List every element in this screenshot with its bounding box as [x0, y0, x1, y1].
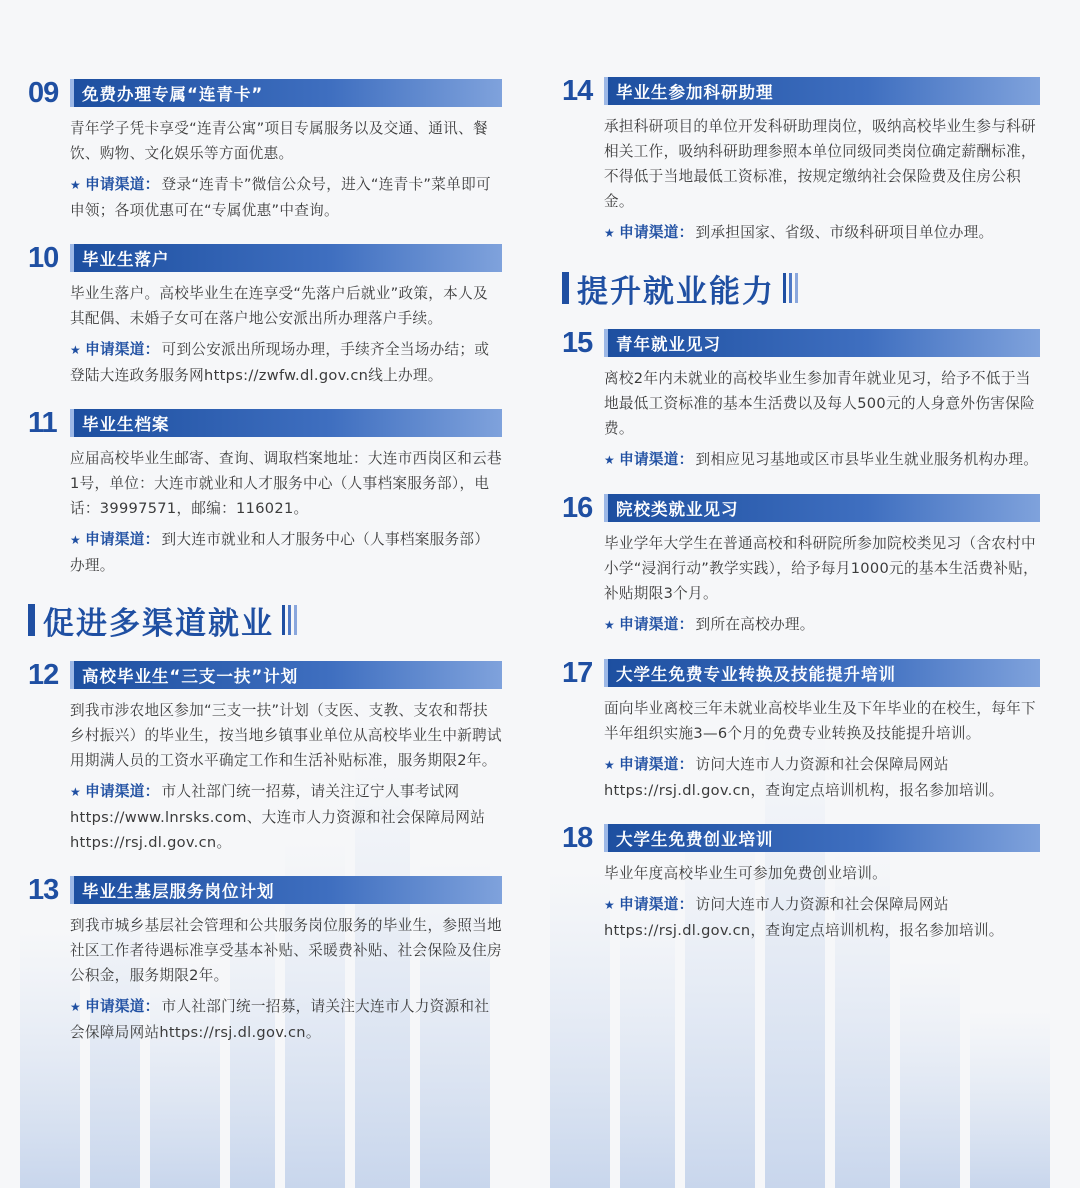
policy-header — [562, 328, 1040, 358]
policy-title-bar — [70, 79, 502, 107]
star-icon: ★ — [604, 618, 616, 632]
policy-number: 11 — [28, 407, 57, 439]
policy-item-10 — [28, 243, 502, 388]
policy-title-bar — [604, 494, 1040, 522]
application-channel — [604, 447, 1040, 473]
application-channel — [604, 220, 1040, 246]
policy-item-15 — [562, 328, 1040, 473]
policy-header — [562, 823, 1040, 853]
policy-description: 毕业学年大学生在普通高校和科研院所参加院校类见习（含农村中小学“浸润行动”教学实践），给予每月1000元的基本生活费补贴，补贴期限3个月。 — [604, 535, 1039, 602]
application-channel — [70, 172, 502, 223]
policy-body — [562, 861, 1040, 943]
policy-body — [28, 698, 502, 855]
channel-text: 访问大连市人力资源和社会保障局网站https://rsj.dl.gov.cn，查询定点培训机构，报名参加培训。 — [604, 896, 1004, 939]
policy-title-bar — [604, 659, 1040, 687]
channel-text: 到相应见习基地或区市县毕业生就业服务机构办理。 — [695, 451, 1039, 468]
policy-description: 毕业生落户。高校毕业生在连享受“先落户后就业”政策，本人及其配偶、未婚子女可在落户地公安派出所办理落户手续。 — [70, 285, 488, 327]
channel-label: 申请渠道： — [619, 451, 694, 468]
policy-body — [28, 913, 502, 1045]
policy-number: 13 — [28, 874, 59, 906]
application-channel — [604, 892, 1040, 943]
policy-header — [28, 243, 502, 273]
star-icon: ★ — [604, 898, 616, 912]
policy-body — [562, 696, 1040, 803]
policy-body — [562, 114, 1040, 246]
star-icon: ★ — [70, 785, 82, 799]
policy-number: 15 — [562, 327, 593, 359]
policy-number: 17 — [562, 657, 593, 689]
channel-label: 申请渠道： — [619, 756, 694, 773]
policy-title: 毕业生落户 — [82, 250, 170, 269]
policy-description: 面向毕业离校三年未就业高校毕业生及下年毕业的在校生，每年下半年组织实施3—6个月的免费专业转换及技能提升培训。 — [604, 700, 1036, 742]
channel-text: 到大连市就业和人才服务中心（人事档案服务部）办理。 — [70, 531, 490, 574]
policy-body — [562, 531, 1040, 638]
left-column — [28, 78, 502, 1065]
policy-title-bar — [70, 409, 502, 437]
policy-title-bar — [604, 77, 1040, 105]
policy-description: 毕业年度高校毕业生可参加免费创业培训。 — [604, 865, 887, 882]
channel-label: 申请渠道： — [619, 224, 694, 241]
policy-item-11 — [28, 408, 502, 578]
channel-label: 申请渠道： — [619, 616, 694, 633]
star-icon: ★ — [70, 178, 82, 192]
policy-title-bar — [70, 876, 502, 904]
policy-header — [28, 875, 502, 905]
policy-header — [28, 660, 502, 690]
policy-number: 14 — [562, 75, 593, 107]
policy-title: 院校类就业见习 — [616, 500, 739, 519]
policy-title: 大学生免费专业转换及技能提升培训 — [616, 665, 896, 684]
policy-body — [28, 446, 502, 578]
policy-title: 毕业生基层服务岗位计划 — [82, 882, 275, 901]
policy-header — [562, 493, 1040, 523]
policy-title: 青年就业见习 — [616, 335, 721, 354]
policy-body — [562, 366, 1040, 473]
star-icon: ★ — [70, 1000, 82, 1014]
policy-item-12 — [28, 660, 502, 855]
star-icon: ★ — [604, 758, 616, 772]
channel-label: 申请渠道： — [619, 896, 694, 913]
policy-description: 到我市涉农地区参加“三支一扶”计划（支医、支教、支农和帮扶乡村振兴）的毕业生，按当地乡镇事业单位从高校毕业生中新聘试用期满人员的工资水平确定工作和生活补贴标准，服务期限2年。 — [70, 702, 502, 769]
policy-title-bar — [70, 661, 502, 689]
application-channel — [70, 779, 502, 855]
policy-header — [28, 408, 502, 438]
channel-label: 申请渠道： — [85, 531, 160, 548]
channel-text: 市人社部门统一招募，请关注大连市人力资源和社会保障局网站https://rsj.dl.gov.cn。 — [70, 998, 490, 1041]
policy-item-09 — [28, 78, 502, 223]
policy-number: 09 — [28, 77, 59, 109]
policy-title-bar — [604, 329, 1040, 357]
application-channel — [70, 994, 502, 1045]
channel-text: 可到公安派出所现场办理，手续齐全当场办结；或登陆大连政务服务网https://zwfw.dl.gov.cn线上办理。 — [70, 341, 490, 384]
policy-title: 大学生免费创业培训 — [616, 830, 774, 849]
policy-item-18 — [562, 823, 1040, 943]
section-heading-multichannel — [28, 598, 502, 642]
policy-item-13 — [28, 875, 502, 1045]
application-channel — [70, 337, 502, 388]
policy-item-16 — [562, 493, 1040, 638]
policy-number: 16 — [562, 492, 593, 524]
channel-label: 申请渠道： — [85, 176, 160, 193]
section-heading-employability — [562, 266, 1040, 310]
policy-title-bar — [604, 824, 1040, 852]
policy-item-17 — [562, 658, 1040, 803]
application-channel — [604, 752, 1040, 803]
channel-text: 访问大连市人力资源和社会保障局网站https://rsj.dl.gov.cn，查询定点培训机构，报名参加培训。 — [604, 756, 1004, 799]
channel-text: 到所在高校办理。 — [695, 616, 815, 633]
policy-header — [28, 78, 502, 108]
policy-title: 高校毕业生“三支一扶”计划 — [82, 667, 299, 686]
section-title: 促进多渠道就业 — [43, 605, 274, 642]
channel-label: 申请渠道： — [85, 998, 160, 1015]
channel-text: 市人社部门统一招募，请关注辽宁人事考试网https://www.lnrsks.com、大连市人力资源和社会保障局网站https://rsj.dl.gov.cn。 — [70, 783, 486, 851]
policy-description: 离校2年内未就业的高校毕业生参加青年就业见习，给予不低于当地最低工资标准的基本生活费以及每人500元的人身意外伤害保险费。 — [604, 370, 1035, 437]
policy-number: 18 — [562, 822, 593, 854]
star-icon: ★ — [604, 226, 616, 240]
right-column — [562, 76, 1040, 963]
policy-number: 10 — [28, 242, 59, 274]
application-channel — [70, 527, 502, 578]
channel-text: 登录“连青卡”微信公众号，进入“连青卡”菜单即可申领；各项优惠可在“专属优惠”中查询。 — [70, 176, 491, 219]
application-channel — [604, 612, 1040, 638]
star-icon: ★ — [70, 343, 82, 357]
policy-body — [28, 281, 502, 388]
policy-title: 毕业生档案 — [82, 415, 170, 434]
policy-description: 应届高校毕业生邮寄、查询、调取档案地址：大连市西岗区和云巷1号，单位：大连市就业和人才服务中心（人事档案服务部），电话：39997571，邮编：116021。 — [70, 450, 502, 517]
star-icon: ★ — [604, 453, 616, 467]
policy-body — [28, 116, 502, 223]
channel-label: 申请渠道： — [85, 783, 160, 800]
section-title: 提升就业能力 — [577, 273, 775, 310]
policy-number: 12 — [28, 659, 59, 691]
policy-description: 到我市城乡基层社会管理和公共服务岗位服务的毕业生，参照当地社区工作者待遇标准享受基本补贴、采暖费补贴、社会保险及住房公积金，服务期限2年。 — [70, 917, 502, 984]
policy-header — [562, 76, 1040, 106]
channel-label: 申请渠道： — [85, 341, 160, 358]
policy-item-14 — [562, 76, 1040, 246]
policy-title: 免费办理专属“连青卡” — [82, 85, 264, 104]
policy-description: 青年学子凭卡享受“连青公寓”项目专属服务以及交通、通讯、餐饮、购物、文化娱乐等方面优惠。 — [70, 120, 488, 162]
channel-text: 到承担国家、省级、市级科研项目单位办理。 — [695, 224, 994, 241]
policy-description: 承担科研项目的单位开发科研助理岗位，吸纳高校毕业生参与科研相关工作，吸纳科研助理参照本单位同级同类岗位确定薪酬标准，不得低于当地最低工资标准，按规定缴纳社会保险费及住房公积金。 — [604, 118, 1036, 210]
policy-title: 毕业生参加科研助理 — [616, 83, 774, 102]
policy-header — [562, 658, 1040, 688]
star-icon: ★ — [70, 533, 82, 547]
policy-title-bar — [70, 244, 502, 272]
